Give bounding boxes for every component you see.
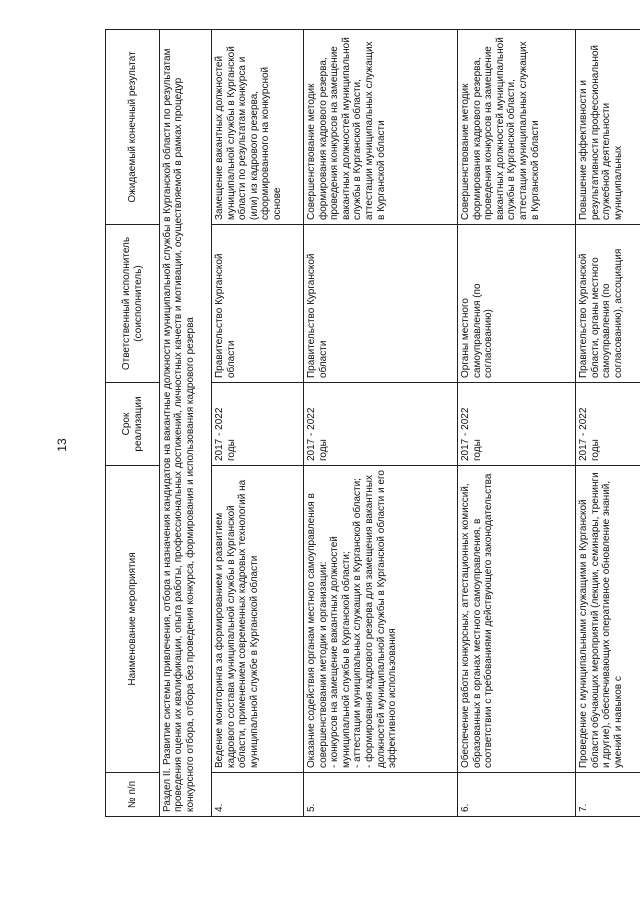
row-result: Совершенствование методик формирования кадрового резерва, проведения конкурсов на замещение вакантных должностей муниципальной службы в Курганской области, аттестации муниципальных служащих в Курганской области xyxy=(458,30,576,225)
row-result: Повышение эффективности и результативности профессиональной служебной деятельности муниципальных xyxy=(576,30,640,225)
row-name: Обеспечение работы конкурсных, аттестационных комиссий, образованных в органах местного самоуправления, в соответствии с требованиями действующего законодательства xyxy=(458,466,576,773)
header-executor: Ответственный исполнитель (соисполнитель) xyxy=(106,225,160,383)
table-row xyxy=(304,30,458,817)
row-num: 4. xyxy=(212,773,304,817)
row-num: 5. xyxy=(304,773,458,817)
header-name: Наименование мероприятия xyxy=(106,466,160,773)
row-num: 6. xyxy=(458,773,576,817)
table-header-row xyxy=(106,30,160,817)
section-title: Раздел II. Развитие системы привлечения, отбора и назначения кандидатов на вакантные должности муниципальной службы в Курганской области по результатам проведения оценки их квалификации, опыта работы, профессиональных достижений, личностных качеств и мотивации, осуществляемой в рамках процедур конкурсного отбора, отбора без проведения конкурса, формирования и использования кадрового резерва xyxy=(160,30,212,817)
page-number: 13 xyxy=(55,438,69,452)
row-name: Проведение с муниципальными служащими в Курганской области обучающих мероприятий (лекции, семинары, тренинги и другие), обеспечивающих оперативное обновление знаний, умений и навыков с xyxy=(576,466,640,773)
header-result: Ожидаемый конечный результат xyxy=(106,30,160,225)
row-result: Замещение вакантных должностей муниципальной службы в Курганской области по результатам конкурса и (или) из кадрового резерва, сформированного на конкурсной основе xyxy=(212,30,304,225)
row-executor: Органы местного самоуправления (по согласованию) xyxy=(458,225,576,383)
row-executor: Правительство Курганской области, органы местного самоуправления (по согласованию), ассоциация xyxy=(576,225,640,383)
table-row xyxy=(576,30,640,817)
table-row xyxy=(458,30,576,817)
row-result: Совершенствование методик формирования кадрового резерва, проведения конкурсов на замещение вакантных должностей муниципальной службы в Курганской области, аттестации муниципальных служащих в Курганской области xyxy=(304,30,458,225)
row-term: 2017 - 2022 годы xyxy=(458,383,576,466)
row-name: Ведение мониторинга за формированием и развитием кадрового состава муниципальной службы в Курганской области, применением современных кадровых технологий на муниципальной службе в Курганской области xyxy=(212,466,304,773)
row-name: Оказание содействия органам местного самоуправления в совершенствовании методик и организации: - конкурсов на замещение вакантных должностей муниципальной службы в Курганской области; - аттестации муниципальных служащих в Курганской области; - формирования кадрового резерва для замещения вакантных должностей муниципальной службы в Курганской области и его эффективного использования xyxy=(304,466,458,773)
header-num: № п/п xyxy=(106,773,160,817)
row-executor: Правительство Курганской области xyxy=(304,225,458,383)
row-num: 7. xyxy=(576,773,640,817)
header-term: Срок реализации xyxy=(106,383,160,466)
measures-table xyxy=(105,29,640,817)
row-term: 2017 - 2022 годы xyxy=(304,383,458,466)
rotated-table-frame xyxy=(105,30,640,817)
row-term: 2017 - 2022 годы xyxy=(212,383,304,466)
rotated-table-container xyxy=(105,30,640,817)
row-executor: Правительство Курганской области xyxy=(212,225,304,383)
table-row xyxy=(212,30,304,817)
row-term: 2017 - 2022 годы xyxy=(576,383,640,466)
section-row xyxy=(160,30,212,817)
